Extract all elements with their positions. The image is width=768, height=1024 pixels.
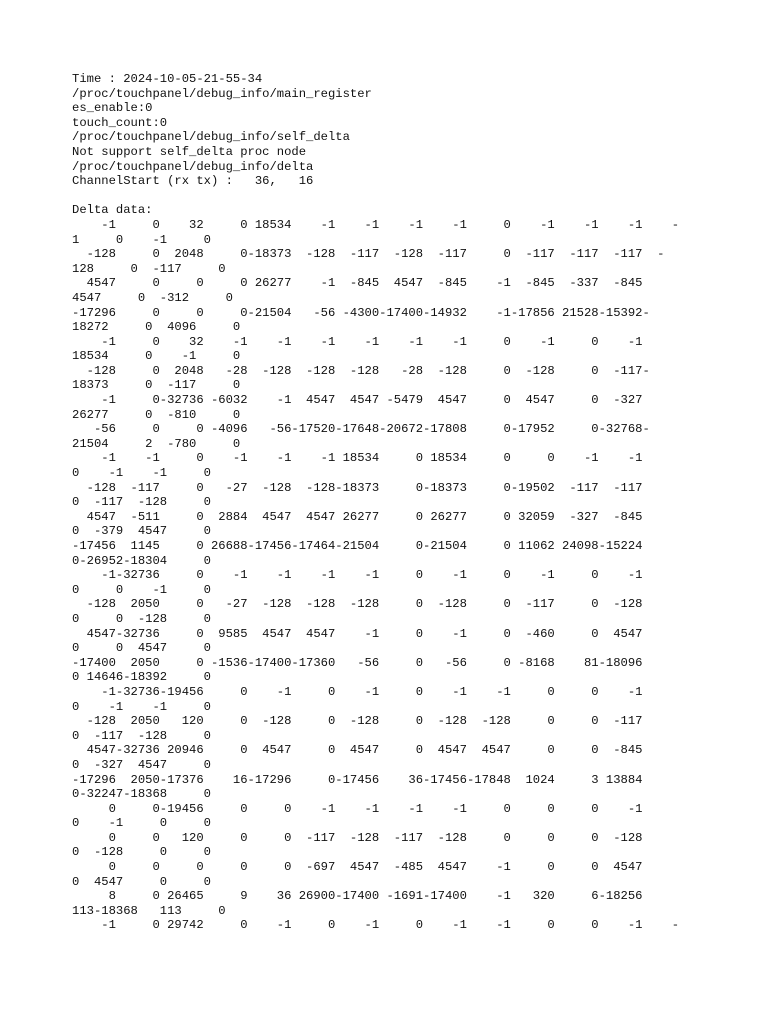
- log-line: 26277 0 -810 0: [72, 407, 241, 422]
- log-line: -17296 2050-17376 16-17296 0-17456 36-17456-17848 1024 3 13884: [72, 772, 643, 787]
- log-line: 4547-32736 20946 0 4547 0 4547 0 4547 4547 0 0 -845: [72, 743, 643, 758]
- log-line: /proc/touchpanel/debug_info/main_register: [72, 86, 372, 101]
- log-line: 18534 0 -1 0: [72, 349, 241, 364]
- log-line: -1 0 32 -1 -1 -1 -1 -1 -1 0 -1 0 -1: [72, 334, 643, 349]
- log-line: Time : 2024-10-05-21-55-34: [72, 72, 263, 86]
- log-line: 0 0 -1 0: [72, 582, 211, 597]
- log-line: 0 14646-18392 0: [72, 670, 211, 685]
- log-line: 0 0 120 0 0 -117 -128 -117 -128 0 0 0 -128: [72, 830, 643, 845]
- log-line: 0 -1 -1 0: [72, 699, 211, 714]
- log-line: 0 -1 0 0: [72, 816, 211, 831]
- log-line: 0 -117 -128 0: [72, 728, 211, 743]
- log-line: 128 0 -117 0: [72, 261, 226, 276]
- log-line: 0-32247-18368 0: [72, 787, 211, 802]
- log-line: -17456 1145 0 26688-17456-17464-21504 0-21504 0 11062 24098-15224: [72, 539, 643, 553]
- log-line: -1-32736 0 -1 -1 -1 -1 0 -1 0 -1 0 -1: [72, 568, 643, 583]
- log-line: -1 0-32736 -6032 -1 4547 4547 -5479 4547 0 4547 0 -327: [72, 393, 643, 408]
- log-line: -128 2050 0 -27 -128 -128 -128 0 -128 0 -117 0 -128: [72, 597, 643, 612]
- log-line: -1 0 29742 0 -1 0 -1 0 -1 -1 0 0 -1 -: [72, 918, 680, 933]
- log-line: 0 0 0 0 0 -697 4547 -485 4547 -1 0 0 4547: [72, 860, 643, 875]
- log-line: 18272 0 4096 0: [72, 320, 241, 335]
- log-line: 4547-32736 0 9585 4547 4547 -1 0 -1 0 -460 0 4547: [72, 626, 643, 641]
- log-line: 0 0 4547 0: [72, 641, 211, 656]
- log-line: -128 0 2048 -28 -128 -128 -128 -28 -128 0 -128 0 -117-: [72, 363, 650, 378]
- log-line: -128 0 2048 0-18373 -128 -117 -128 -117 0 -117 -117 -117 -: [72, 247, 665, 262]
- log-line: 0 -327 4547 0: [72, 757, 211, 772]
- log-line: 4547 0 -312 0: [72, 290, 233, 305]
- log-line: Not support self_delta proc node: [72, 144, 307, 159]
- log-line: 1 0 -1 0: [72, 232, 211, 247]
- log-line: -1 -1 0 -1 -1 -1 18534 0 18534 0 0 -1 -1: [72, 451, 643, 466]
- log-line: -1-32736-19456 0 -1 0 -1 0 -1 -1 0 0 -1: [72, 684, 643, 699]
- log-line: 8 0 26465 9 36 26900-17400 -1691-17400 -1 320 6-18256: [72, 889, 643, 904]
- log-line: 4547 -511 0 2884 4547 4547 26277 0 26277 0 32059 -327 -845: [72, 509, 643, 524]
- log-line: 0 -379 4547 0: [72, 524, 211, 539]
- debug-log-text: [72, 72, 712, 933]
- log-line: 0-26952-18304 0: [72, 553, 211, 568]
- log-line: 0 -117 -128 0: [72, 495, 211, 510]
- log-line: 4547 0 0 0 26277 -1 -845 4547 -845 -1 -845 -337 -845: [72, 276, 643, 291]
- log-line: -17400 2050 0 -1536-17400-17360 -56 0 -56 0 -8168 81-18096: [72, 655, 643, 670]
- log-line: 0 -128 0 0: [72, 845, 211, 860]
- log-line: 0 0 -128 0: [72, 611, 211, 626]
- log-line: touch_count:0: [72, 115, 168, 130]
- log-line: -128 2050 120 0 -128 0 -128 0 -128 -128 0 0 -117: [72, 714, 643, 729]
- log-line: Delta data:: [72, 203, 153, 218]
- log-line: -1 0 32 0 18534 -1 -1 -1 -1 0 -1 -1 -1 -: [72, 217, 680, 232]
- log-line: /proc/touchpanel/debug_info/delta: [72, 159, 314, 174]
- log-line: 0 0-19456 0 0 -1 -1 -1 -1 0 0 0 -1: [72, 801, 643, 816]
- log-line: [72, 189, 712, 204]
- log-line: -56 0 0 -4096 -56-17520-17648-20672-17808 0-17952 0-32768-: [72, 422, 650, 437]
- log-line: 113-18368 113 0: [72, 903, 226, 918]
- log-line: -128 -117 0 -27 -128 -128-18373 0-18373 0-19502 -117 -117: [72, 480, 643, 495]
- log-line: es_enable:0: [72, 101, 153, 116]
- log-line: -17296 0 0 0-21504 -56 -4300-17400-14932 -1-17856 21528-15392-: [72, 305, 650, 320]
- log-line: 0 -1 -1 0: [72, 466, 211, 481]
- log-line: 21504 2 -780 0: [72, 436, 241, 451]
- log-line: 0 4547 0 0: [72, 874, 211, 889]
- log-line: ChannelStart (rx tx) : 36, 16: [72, 174, 314, 189]
- log-line: 18373 0 -117 0: [72, 378, 241, 393]
- log-line: /proc/touchpanel/debug_info/self_delta: [72, 130, 350, 145]
